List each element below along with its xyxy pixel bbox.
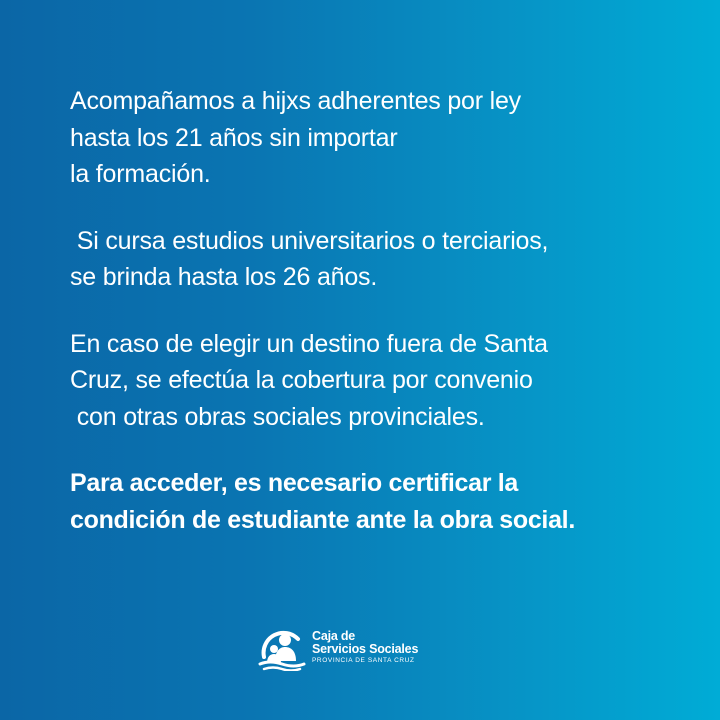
text-line: la formación. <box>70 160 211 188</box>
logo-line-1: Caja de <box>312 629 356 643</box>
logo-line-2: Servicios Sociales <box>312 642 419 656</box>
text-line: Acompañamos a hijxs adherentes por ley <box>70 87 521 115</box>
text-line: Cruz, se efectúa la cobertura por convenio <box>70 366 533 394</box>
text-line: hasta los 21 años sin importar <box>70 123 398 152</box>
paragraph-outside-province <box>70 326 690 436</box>
paragraph-university-studies <box>70 223 690 296</box>
family-emblem-icon <box>258 627 306 671</box>
text-line: condición de estudiante ante la obra social. <box>70 505 575 534</box>
paragraph-coverage-age <box>70 83 690 193</box>
text-line: Si cursa estudios universitarios o terciarios, <box>70 226 549 255</box>
logo-wordmark <box>312 630 418 666</box>
text-line: con otras obras sociales provinciales. <box>70 402 485 431</box>
text-line: Para acceder, es necesario certificar la <box>70 469 519 497</box>
paragraph-requirement <box>70 465 690 538</box>
text-line: se brinda hasta los 26 años. <box>70 263 378 291</box>
text-content <box>70 83 690 538</box>
logo-line-3: PROVINCIA DE SANTA CRUZ <box>312 657 415 664</box>
text-line: En caso de elegir un destino fuera de Santa <box>70 329 548 358</box>
organization-logo <box>258 627 438 673</box>
